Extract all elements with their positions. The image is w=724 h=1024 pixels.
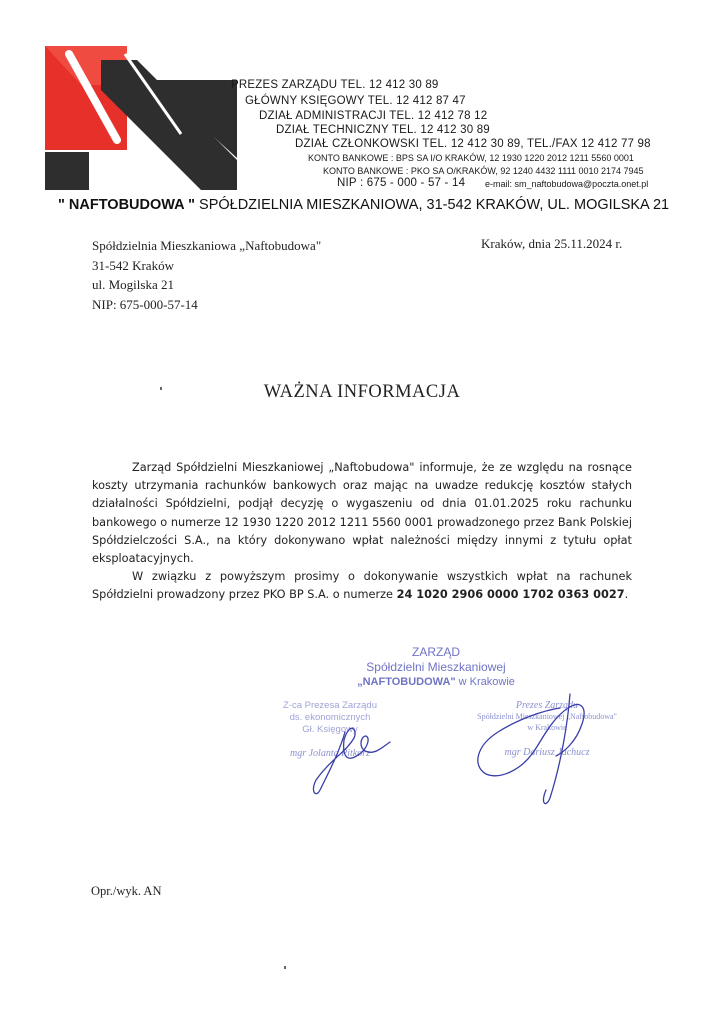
president-stamp-name: mgr Dariusz Jachucz (504, 747, 590, 758)
letter-date: Kraków, dnia 25.11.2024 r. (481, 236, 623, 251)
letter-body (92, 459, 632, 605)
company-logo (41, 40, 241, 190)
paragraph-2-text: W związku z powyższym prosimy o dokonywanie wszystkich wpłat na rachunek Spółdzielni prowadzony przez PKO BP S.A. o numerze (92, 570, 632, 602)
board-stamp-title: ZARZĄD (412, 645, 460, 659)
prepared-by: Opr./wyk. AN (91, 884, 162, 898)
body-paragraph-1: Zarząd Spółdzielni Mieszkaniowej „Naftobudowa" informuje, że ze względu na rosnące koszty utrzymania rachunków bankowych oraz mając na uwadze redukcję kosztów stałych działalności Spółdzielni, podjął decyzję o wygaszeniu od dnia 01.01.2025 roku rachunku bankowego o numerze 12 1930 1220 2012 1211 5560 0001 prowadzonego przez Bank Polskiej Spółdzielczości S.A., na który dokonywano wpłat należności między innymi z tytułu opłat eksploatacyjnych. (92, 461, 632, 566)
header-bank-pko: KONTO BANKOWE : PKO SA O/KRAKÓW, 92 1240 4432 1111 0010 2174 7945 (323, 166, 644, 176)
body-paragraph-2 (92, 568, 632, 604)
sender-block (92, 236, 321, 314)
company-brand: " NAFTOBUDOWA " (58, 197, 195, 213)
signature-president (478, 694, 584, 804)
sender-postal: 31-542 Kraków (92, 257, 174, 273)
header-line-admin: DZIAŁ ADMINISTRACJI TEL. 12 412 78 12 (259, 110, 488, 122)
president-stamp-org: Spółdzielni Mieszkaniowej „Naftobudowa" (477, 712, 617, 721)
president-stamp-city: w Krakowie (527, 723, 567, 732)
document-title: WAŻNA INFORMACJA (263, 382, 461, 402)
accountant-stamp-name: mgr Jolanta Pitkorz (290, 748, 370, 759)
header-line-accountant: GŁÓWNY KSIĘGOWY TEL. 12 412 87 47 (245, 95, 466, 107)
sender-street: ul. Mogilska 21 (92, 277, 174, 292)
board-stamp-city: w Krakowie (455, 676, 515, 688)
company-address: SPÓŁDZIELNIA MIESZKANIOWA, 31-542 KRAKÓW, UL. MOGILSKA 21 (195, 197, 670, 213)
accountant-stamp-title: Gł. Księgowy (302, 724, 358, 735)
sender-name: Spółdzielnia Mieszkaniowa „Naftobudowa" (92, 238, 322, 253)
president-stamp-title: Prezes Zarządu (515, 700, 579, 711)
header-line-members: DZIAŁ CZŁONKOWSKI TEL. 12 412 30 89, TEL./FAX 12 412 77 98 (295, 138, 651, 150)
header-nip: NIP : 675 - 000 - 57 - 14 (337, 177, 466, 189)
header-email: e-mail: sm_naftobudowa@poczta.onet.pl (485, 179, 649, 189)
sender-nip: NIP: 675-000-57-14 (92, 296, 198, 312)
header-line-technical: DZIAŁ TECHNICZNY TEL. 12 412 30 89 (276, 124, 490, 136)
company-banner (58, 197, 669, 213)
accountant-stamp-role: Z-ca Prezesa Zarządu (283, 700, 377, 711)
board-stamp-brand: „NAFTOBUDOWA" (357, 676, 456, 688)
header-bank-bps: KONTO BANKOWE : BPS SA I/O KRAKÓW, 12 1930 1220 2012 1211 5560 0001 (308, 153, 634, 163)
scan-speck (284, 966, 286, 969)
board-stamp-org: Spółdzielni Mieszkaniowej (366, 660, 506, 674)
paragraph-2-end: . (624, 588, 629, 602)
signature-accountant (313, 728, 390, 793)
new-account-number: 24 1020 2906 0000 1702 0363 0027 (396, 588, 625, 602)
accountant-stamp-dept: ds. ekonomicznych (289, 712, 371, 723)
header-line-president: PREZES ZARZĄDU TEL. 12 412 30 89 (231, 79, 439, 91)
handwritten-signatures (250, 680, 650, 820)
